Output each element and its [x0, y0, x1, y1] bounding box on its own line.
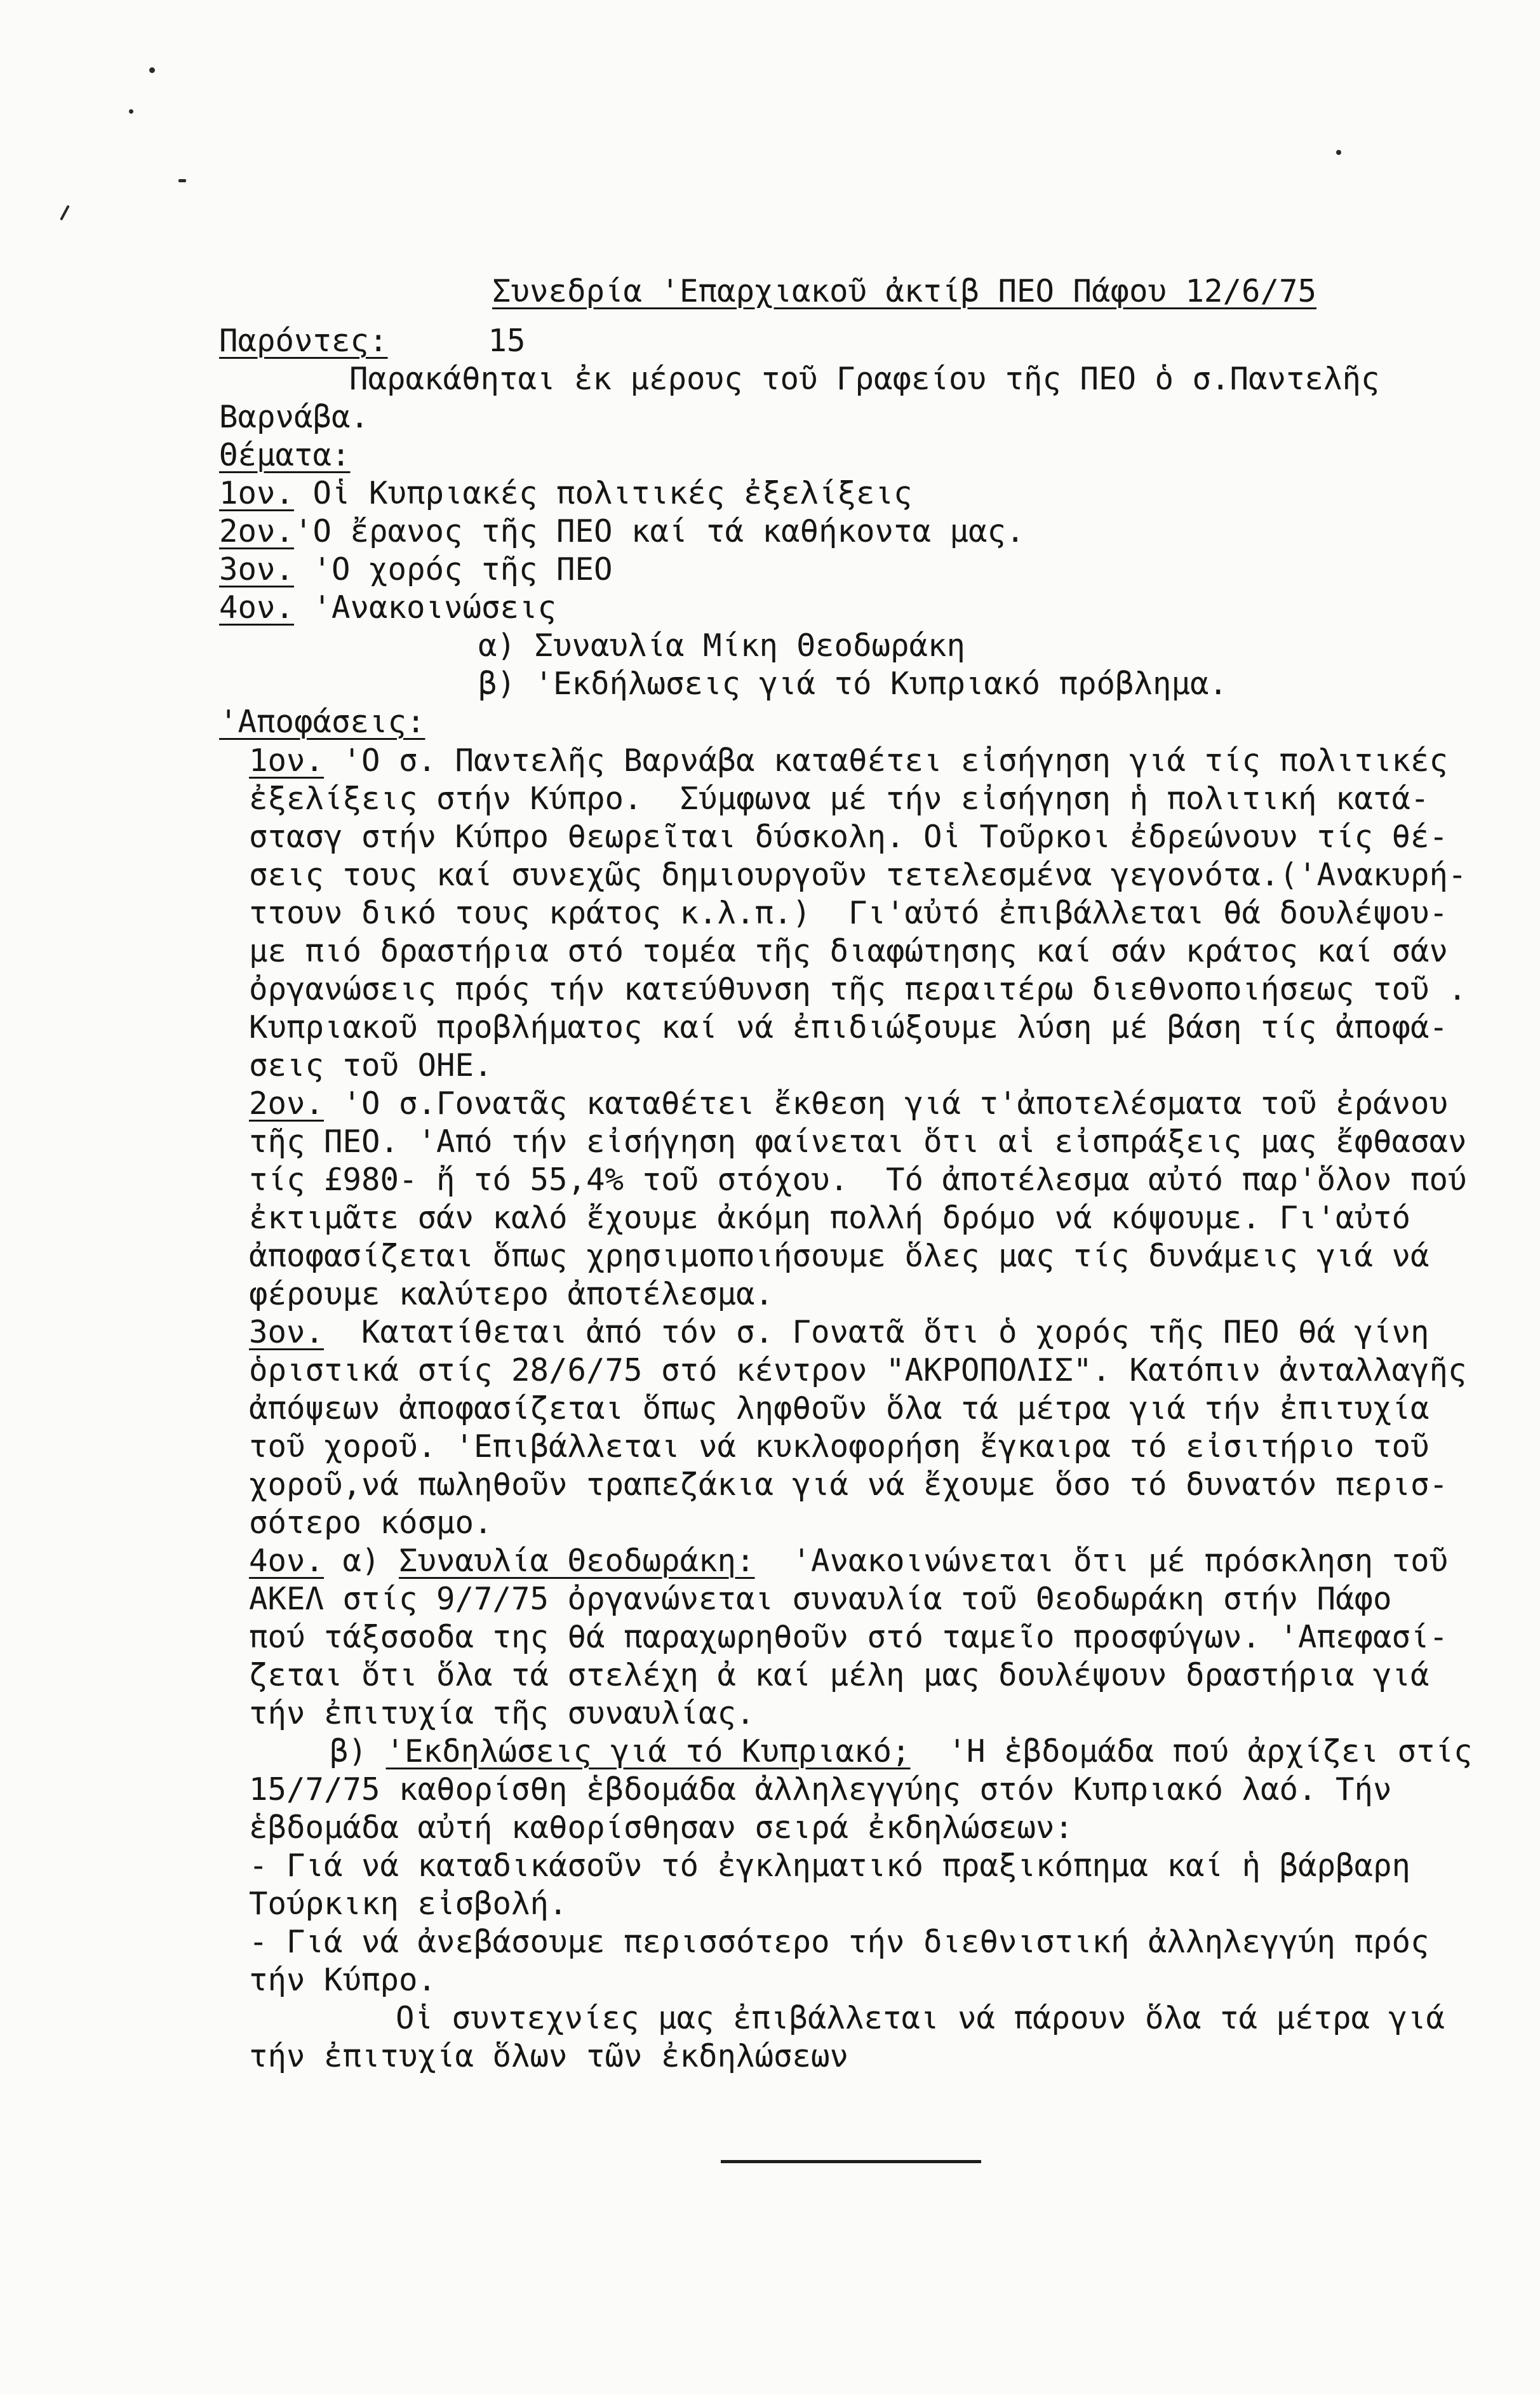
decision-item: [249, 1085, 1519, 1313]
decision-line: ἑβδομάδα αὐτή καθορίσθησαν σειρά ἐκδηλώσεων:: [249, 1809, 1074, 1846]
agenda-item: [219, 589, 1489, 627]
decision-line: τοῦ χοροῦ. 'Επιβάλλεται νά κυκλοφορήση ἔγκαιρα τό εἰσιτήριο τοῦ: [249, 1428, 1430, 1465]
bullet-line: - Γιά νά καταδικάσοῦν τό ἐγκληματικό πραξικόπημα καί ἡ βάρβαρη: [249, 1848, 1411, 1884]
announcement-item: α) Συναυλία Μίκη Θεοδωράκη: [478, 627, 966, 664]
decision-line: ἐκτιμᾶτε σάν καλό ἔχουμε ἀκόμη πολλή δρόμο νά κόψουμε. Γι'αὐτό: [249, 1200, 1411, 1236]
decision-text: 'Ανακοινώνεται ὅτι μέ πρόσκληση τοῦ: [754, 1543, 1449, 1579]
attendance-line: [219, 322, 1489, 360]
closing-line: Οἱ συντεχνίες μας ἐπιβάλλεται νά πάρουν ὅλα τά μέτρα γιά: [396, 2000, 1445, 2036]
agenda-item-text: 'Ο χορός τῆς ΠΕΟ: [294, 551, 613, 587]
decision-number: 1ον.: [249, 742, 325, 779]
attendance-note-line: Παρακάθηται ἐκ μέρους τοῦ Γραφείου τῆς ΠΕΟ ὁ σ.Παντελῆς: [349, 361, 1380, 397]
decision-first-line: [249, 742, 1519, 780]
decision-line: χοροῦ,νά πωληθοῦν τραπεζάκια γιά νά ἔχουμε ὅσο τό δυνατόν περισ-: [249, 1466, 1449, 1503]
agenda-label: Θέματα:: [219, 437, 351, 473]
decision-line: τήν ἐπιτυχία τῆς συναυλίας.: [249, 1695, 755, 1731]
attendance-note-line: Βαρνάβα.: [219, 399, 370, 435]
agenda-heading: [219, 436, 1489, 474]
decision-text: 'Ο σ.Γονατᾶς καταθέτει ἔκθεση γιά τ'ἀποτελέσματα τοῦ ἐράνου: [324, 1085, 1449, 1122]
subitem-heading: Συναυλία Θεοδωράκη:: [399, 1543, 755, 1579]
agenda-item: [219, 551, 1489, 589]
decision-line: πού τάξσσοδα της θά παραχωρηθοῦν στό ταμεῖο προσφύγων. 'Απεφασί-: [249, 1619, 1449, 1655]
bullet-line: Τούρκικη εἰσβολή.: [249, 1886, 568, 1922]
decisions-label: 'Αποφάσεις:: [219, 704, 425, 740]
decision-item: [249, 742, 1519, 1085]
decision-line: 15/7/75 καθορίσθη ἑβδομάδα ἀλληλεγγύης στόν Κυπριακό λαό. Τήν: [249, 1771, 1392, 1808]
scan-speck: [129, 109, 133, 114]
decision-text: 'Η ἑβδομάδα πού ἀρχίζει στίς: [910, 1733, 1473, 1769]
decisions-block: [249, 742, 1519, 2076]
agenda-item-text: Οἱ Κυπριακές πολιτικές ἐξελίξεις: [294, 475, 913, 511]
decision-line: ἀποφασίζεται ὅπως χρησιμοποιήσουμε ὅλες μας τίς δυνάμεις γιά νά: [249, 1238, 1430, 1274]
decision-number: 2ον.: [249, 1085, 325, 1122]
decision-line: φέρουμε καλύτερο ἀποτέλεσμα.: [249, 1276, 774, 1312]
decision-number: 3ον.: [249, 1314, 325, 1350]
decision-first-line: [249, 1313, 1519, 1352]
scan-speck: [178, 179, 186, 182]
decision-line: στασγ στήν Κύπρο θεωρεῖται δύσκολη. Οἱ Τοῦρκοι ἐδρεώνουν τίς θέ-: [249, 819, 1449, 855]
subitem-heading: 'Εκδηλώσεις γιά τό Κυπριακό;: [385, 1733, 911, 1769]
decision-line: ὀργανώσεις πρός τήν κατεύθυνση τῆς περαιτέρω διεθνοποιήσεως τοῦ .: [249, 971, 1467, 1007]
agenda-item-number: 3ον.: [219, 551, 295, 587]
scan-speck: [149, 67, 155, 73]
decisions-heading: [219, 703, 1489, 741]
header-block: [219, 322, 1489, 741]
decision-line: τῆς ΠΕΟ. 'Από τήν εἰσήγηση φαίνεται ὅτι αἱ εἰσπράξεις μας ἔφθασαν: [249, 1124, 1467, 1160]
decision-item: [249, 1313, 1519, 1542]
decision-line: ἀπόψεων ἀποφασίζεται ὅπως ληφθοῦν ὅλα τά μέτρα γιά τήν ἐπιτυχία: [249, 1390, 1430, 1426]
decision-line: με πιό δραστήρια στό τομέα τῆς διαφώτησης καί σάν κράτος καί σάν: [249, 933, 1449, 969]
scan-speck: [1336, 150, 1341, 155]
decision-line: ττουν δικό τους κράτος κ.λ.π.) Γι'αὐτό ἐπιβάλλεται θά δουλέψου-: [249, 895, 1449, 931]
decision-number: 4ον.: [249, 1543, 325, 1579]
agenda-item-number: 2ον.: [219, 513, 295, 549]
agenda-item-text: 'Ο ἔρανος τῆς ΠΕΟ καί τά καθήκοντα μας.: [294, 513, 1025, 549]
decision-text: 'Ο σ. Παντελῆς Βαρνάβα καταθέτει εἰσήγηση γιά τίς πολιτικές: [324, 742, 1449, 779]
decision-line: ὁριστικά στίς 28/6/75 στό κέντρον "ΑΚΡΟΠΟΛΙΣ". Κατόπιν ἀνταλλαγῆς: [249, 1352, 1467, 1388]
scan-speck: [60, 205, 70, 221]
agenda-item-text: 'Ανακοινώσεις: [294, 589, 557, 626]
decision-line: σότερο κόσμο.: [249, 1505, 493, 1541]
decision-text: Κατατίθεται ἀπό τόν σ. Γονατᾶ ὅτι ὁ χορός τῆς ΠΕΟ θά γίνη: [324, 1314, 1430, 1350]
title-text: Συνεδρία 'Επαρχιακοῦ ἀκτίβ ΠΕΟ Πάφου 12/6/75: [492, 273, 1317, 309]
bullet-line: τήν Κύπρο.: [249, 1962, 437, 1998]
bullet-line: - Γιά νά ἀνεβάσουμε περισσότερο τήν διεθνιστική ἀλληλεγγύη πρός: [249, 1924, 1430, 1960]
decision-line: σεις τους καί συνεχῶς δημιουργοῦν τετελεσμένα γεγονότα.('Ανακυρή-: [249, 857, 1467, 893]
decision-first-line: [249, 1085, 1519, 1123]
agenda-item-number: 1ον.: [219, 475, 295, 511]
decision-first-line: [249, 1542, 1519, 1580]
agenda-item: [219, 474, 1489, 513]
decision-line: ἐξελίξεις στήν Κύπρο. Σύμφωνα μέ τήν εἰσήγηση ἡ πολιτική κατά-: [249, 781, 1430, 817]
decision-line: Κυπριακοῦ προβλήματος καί νά ἐπιδιώξουμε λύση μέ βάση τίς ἀποφά-: [249, 1009, 1449, 1045]
attendance-count: 15: [488, 323, 526, 359]
end-rule: [721, 2160, 981, 2163]
subitem-marker: β): [330, 1733, 386, 1769]
decision-line: τίς £980- ἤ τό 55,4% τοῦ στόχου. Τό ἀποτέλεσμα αὐτό παρ'ὅλον πού: [249, 1162, 1467, 1198]
decision-line: σεις τοῦ ΟΗΕ.: [249, 1047, 493, 1083]
subitem-marker: α): [324, 1543, 399, 1579]
subitem-first-line: [249, 1733, 1519, 1771]
agenda-item-number: 4ον.: [219, 589, 295, 626]
agenda-item: [219, 513, 1489, 551]
decision-line: ζεται ὅτι ὅλα τά στελέχη ἀ καί μέλη μας δουλέψουν δραστήρια γιά: [249, 1657, 1430, 1693]
closing-line: τήν ἐπιτυχία ὅλων τῶν ἐκδηλώσεων: [249, 2038, 849, 2074]
decision-line: ΑΚΕΛ στίς 9/7/75 ὀργανώνεται συναυλία τοῦ Θεοδωράκη στήν Πάφο: [249, 1581, 1392, 1617]
decision-item: [249, 1542, 1519, 2076]
announcement-item: β) 'Εκδήλωσεις γιά τό Κυπριακό πρόβλημα.: [478, 666, 1228, 702]
attendance-label: Παρόντες:: [219, 323, 388, 359]
